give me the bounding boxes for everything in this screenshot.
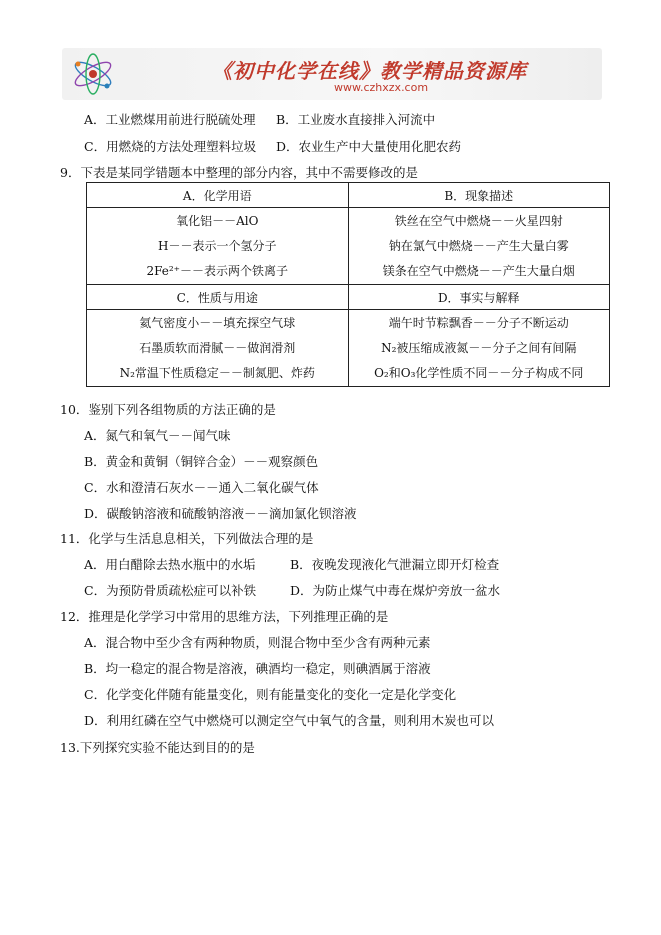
q9-cell-a-body [87,208,349,285]
q11-option-c: C．为预防骨质疏松症可以补铁 [84,583,257,598]
banner-title: 《初中化学在线》教学精品资源库 [212,59,527,83]
q9-d-line: 端午时节粽飘香－－分子不断运动 [388,315,569,330]
q11-option-a: A．用白醋除去热水瓶中的水垢 [84,557,256,572]
q9-a-line: 氧化铝－－AlO [176,213,259,228]
q9-stem: 9．下表是某同学错题本中整理的部分内容，其中不需要修改的是 [60,165,418,180]
q8-option-a: A．工业燃煤用前进行脱硫处理 [84,112,256,127]
q9-cell-d-head: D．事实与解释 [348,285,610,310]
q9-table [86,182,610,387]
q9-c-line: 石墨质软而滑腻－－做润滑剂 [139,340,296,355]
q9-a-line: 2Fe²⁺－－表示两个铁离子 [146,263,289,278]
q11-option-b: B．夜晚发现液化气泄漏立即开灯检查 [290,557,500,572]
q12-option-d: D．利用红磷在空气中燃烧可以测定空气中氧气的含量，则利用木炭也可以 [84,713,495,728]
q10-option-d: D．碳酸钠溶液和硫酸钠溶液－－滴加氯化钡溶液 [84,506,357,521]
q9-cell-c-body [87,310,349,387]
q9-b-line: 钠在氯气中燃烧－－产生大量白雾 [388,238,569,253]
q11-stem: 11．化学与生活息息相关，下列做法合理的是 [60,531,314,546]
q10-option-b: B．黄金和黄铜（铜锌合金）－－观察颜色 [84,454,319,469]
q8-option-c: C．用燃烧的方法处理塑料垃圾 [84,139,257,154]
atom-logo-icon [70,52,116,96]
q10-option-c: C．水和澄清石灰水－－通入二氧化碳气体 [84,480,319,495]
q12-option-a: A．混合物中至少含有两种物质，则混合物中至少含有两种元素 [84,635,431,650]
header-banner [62,48,602,100]
q9-c-line: 氦气密度小－－填充探空气球 [139,315,296,330]
q10-option-a: A．氮气和氧气－－闻气味 [84,428,231,443]
q8-option-b: B．工业废水直接排入河流中 [276,112,436,127]
q13-stem: 13.下列探究实验不能达到目的的是 [60,740,255,755]
banner-url: www.czhxzx.com [334,81,429,94]
q9-cell-d-body [348,310,610,387]
q9-cell-c-head: C．性质与用途 [87,285,349,310]
q9-a-line: H－－表示一个氢分子 [158,238,277,253]
q9-cell-a-head: A．化学用语 [87,183,349,208]
q12-option-b: B．均一稳定的混合物是溶液，碘酒均一稳定，则碘酒属于溶液 [84,661,431,676]
q11-option-d: D．为防止煤气中毒在煤炉旁放一盆水 [290,583,501,598]
q9-cell-b-body [348,208,610,285]
q9-b-line: 镁条在空气中燃烧－－产生大量白烟 [382,263,575,278]
q10-stem: 10．鉴别下列各组物质的方法正确的是 [60,402,276,417]
q9-b-line: 铁丝在空气中燃烧－－火星四射 [394,213,563,228]
q8-option-d: D．农业生产中大量使用化肥农药 [276,139,462,154]
q12-option-c: C．化学变化伴随有能量变化，则有能量变化的变化一定是化学变化 [84,687,457,702]
q9-d-line: O₂和O₃化学性质不同－－分子构成不同 [374,365,584,380]
q9-cell-b-head: B．现象描述 [348,183,610,208]
q12-stem: 12．推理是化学学习中常用的思维方法，下列推理正确的是 [60,609,389,624]
q9-c-line: N₂常温下性质稳定－－制氮肥、炸药 [119,365,315,380]
q9-d-line: N₂被压缩成液氮－－分子之间有间隔 [381,340,577,355]
